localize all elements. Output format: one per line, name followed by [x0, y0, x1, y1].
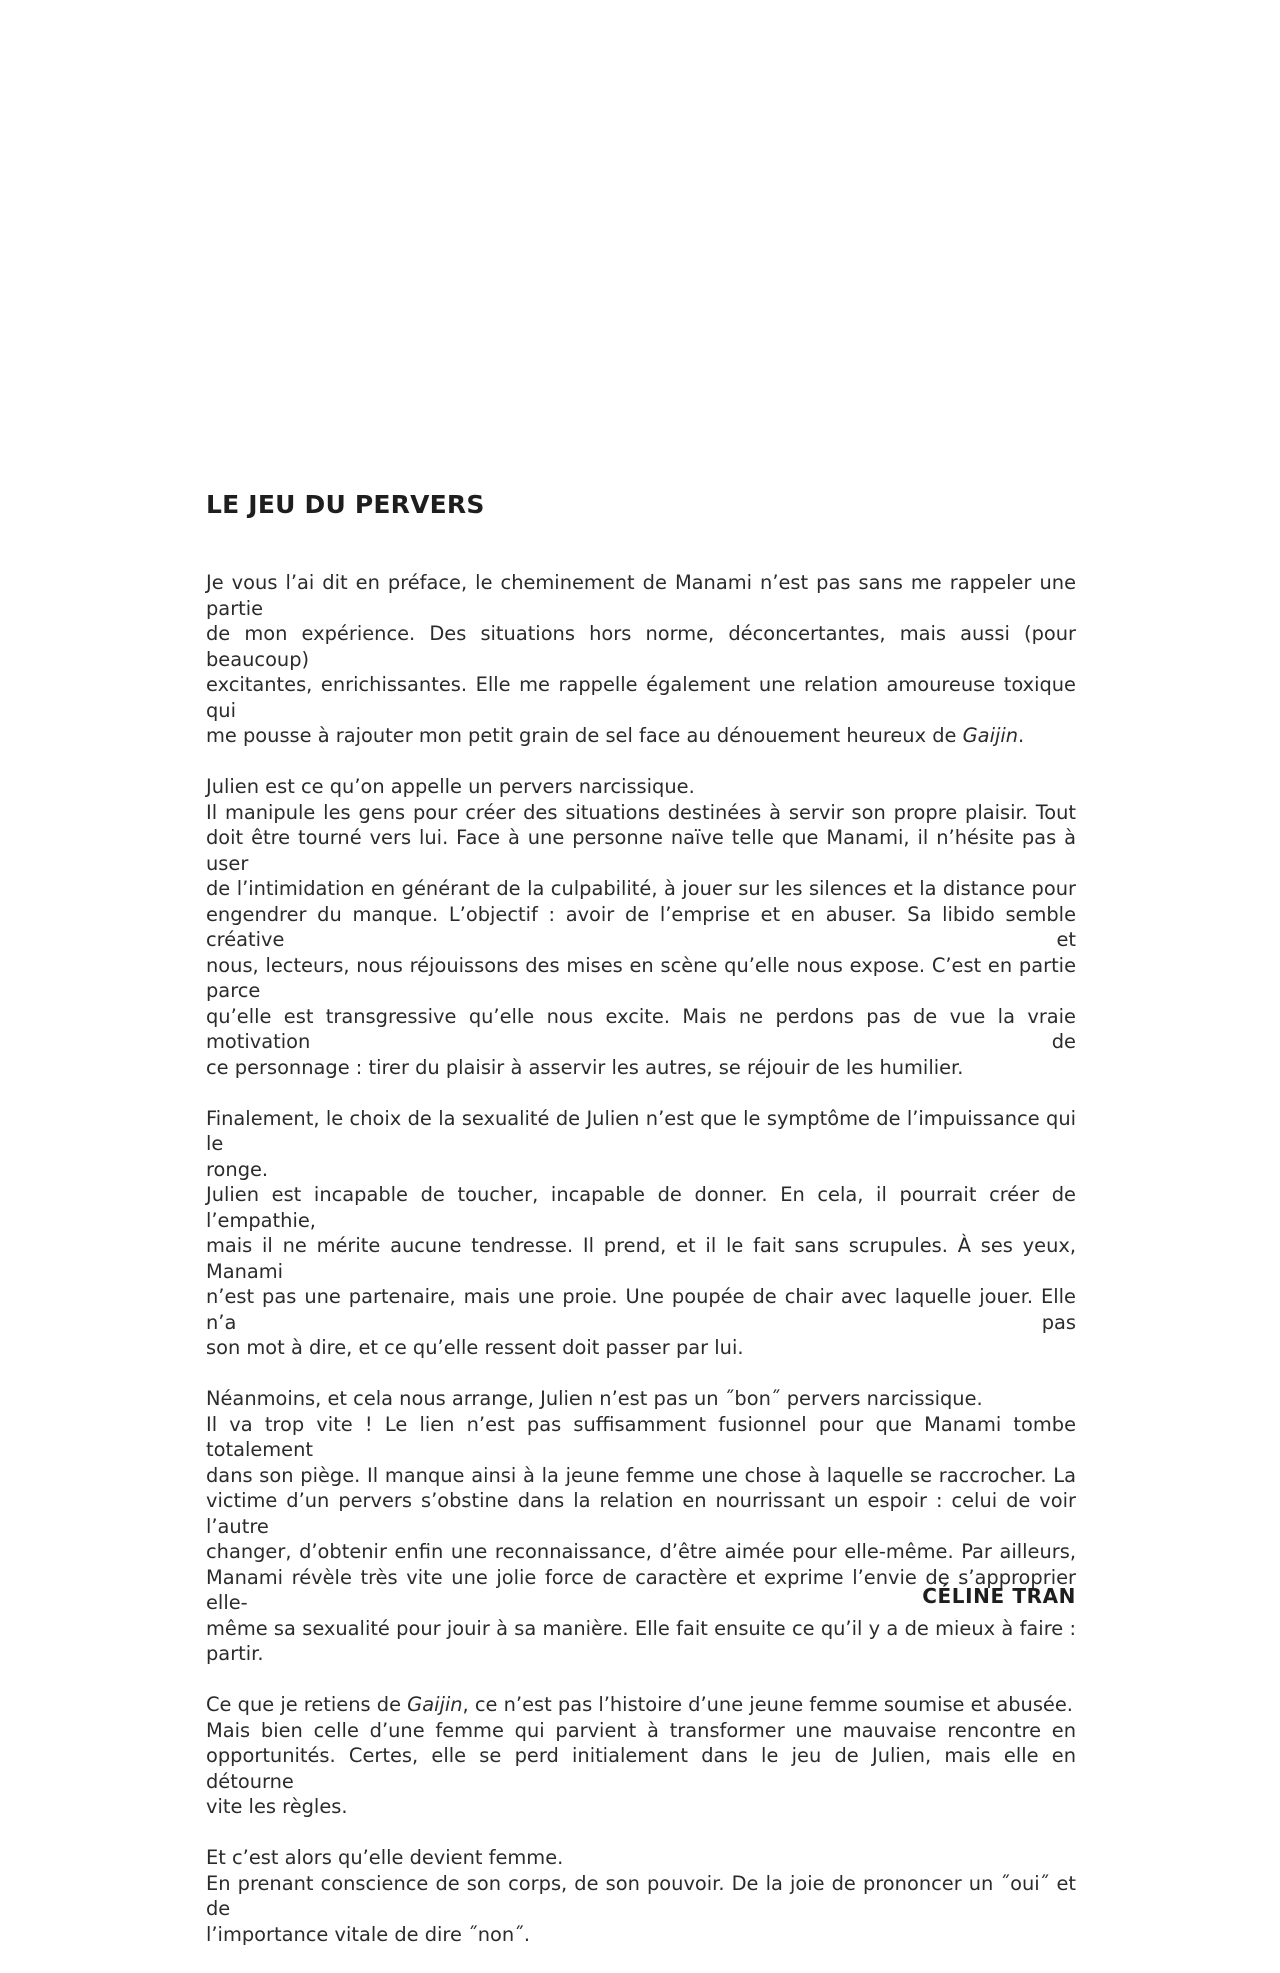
text-line: l’importance vitale de dire ˝non˝. — [206, 1922, 531, 1946]
text-line: doit être tourné vers lui. Face à une personne naïve telle que Manami, il n’hésite pas à user — [206, 826, 1076, 875]
article — [206, 488, 1076, 1973]
text-line: vite les règles. — [206, 1795, 348, 1818]
text-line: même sa sexualité pour jouir à sa manière. Elle fait ensuite ce qu’il y a de mieux à faire : partir. — [206, 1616, 1076, 1665]
book-title: Gaijin — [407, 1693, 463, 1716]
paragraph-6 — [206, 1845, 1076, 1947]
text-line: victime d’un pervers s’obstine dans la relation en nourrissant un espoir : celui de voir l’autre — [206, 1489, 1076, 1538]
text-line: Julien est incapable de toucher, incapable de donner. En cela, il pourrait créer de l’empathie, — [206, 1183, 1076, 1232]
text-line: Il va trop vite ! Le lien n’est pas suffisamment fusionnel pour que Manami tombe totalement — [206, 1412, 1076, 1461]
text-run: , ce n’est pas l’histoire d’une jeune femme soumise et abusée. — [462, 1693, 1073, 1716]
paragraph-1 — [206, 570, 1076, 749]
text-line: Et c’est alors qu’elle devient femme. — [206, 1846, 564, 1869]
text-line: changer, d’obtenir enfin une reconnaissance, d’être aimée pour elle-même. Par ailleurs, — [206, 1540, 1076, 1563]
text-line: En prenant conscience de son corps, de son pouvoir. De la joie de prononcer un ˝oui˝ et de — [206, 1871, 1076, 1920]
paragraph-5 — [206, 1692, 1076, 1820]
article-title: LE JEU DU PERVERS — [206, 490, 485, 519]
text-line: Julien est ce qu’on appelle un pervers narcissique. — [206, 775, 695, 798]
text-line: n’est pas une partenaire, mais une proie. Une poupée de chair avec laquelle jouer. Elle n’a pas — [206, 1285, 1076, 1334]
text-run: me pousse à rajouter mon petit grain de sel face au dénouement heureux de — [206, 724, 963, 747]
text-line: ronge. — [206, 1157, 269, 1181]
text-line: de mon expérience. Des situations hors norme, déconcertantes, mais aussi (pour beaucoup) — [206, 622, 1076, 671]
text-line — [206, 723, 1076, 749]
text-line: Finalement, le choix de la sexualité de Julien n’est que le symptôme de l’impuissance qui le — [206, 1106, 1076, 1155]
text-line: excitantes, enrichissantes. Elle me rappelle également une relation amoureuse toxique qui — [206, 673, 1076, 722]
text-line: son mot à dire, et ce qu’elle ressent doit passer par lui. — [206, 1336, 744, 1359]
text-line: Je vous l’ai dit en préface, le cheminement de Manami n’est pas sans me rappeler une partie — [206, 571, 1076, 620]
paragraph-3 — [206, 1106, 1076, 1361]
text-line: Manami révèle très vite une jolie force de caractère et exprime l’envie de s’approprier elle- — [206, 1565, 1076, 1614]
text-line: engendrer du manque. L’objectif : avoir de l’emprise et en abuser. Sa libido semble créative et — [206, 902, 1076, 951]
text-line: nous, lecteurs, nous réjouissons des mises en scène qu’elle nous expose. C’est en partie parce — [206, 953, 1076, 1002]
text-run: Ce que je retiens de — [206, 1693, 408, 1716]
paragraph-4 — [206, 1386, 1076, 1667]
author-signature: CÉLINE TRAN — [922, 1584, 1076, 1608]
text-line: opportunités. Certes, elle se perd initialement dans le jeu de Julien, mais elle en détourne — [206, 1744, 1076, 1793]
text-line: mais il ne mérite aucune tendresse. Il prend, et il le fait sans scrupules. À ses yeux, Manami — [206, 1234, 1076, 1283]
text-line: qu’elle est transgressive qu’elle nous excite. Mais ne perdons pas de vue la vraie motivation de — [206, 1004, 1076, 1053]
text-line: Mais bien celle d’une femme qui parvient à transformer une mauvaise rencontre en — [206, 1718, 1076, 1742]
paragraph-2 — [206, 774, 1076, 1080]
text-run: . — [1018, 724, 1025, 747]
text-line: dans son piège. Il manque ainsi à la jeune femme une chose à laquelle se raccrocher. La — [206, 1463, 1076, 1487]
text-line: Néanmoins, et cela nous arrange, Julien n’est pas un ˝bon˝ pervers narcissique. — [206, 1387, 983, 1410]
text-line: ce personnage : tirer du plaisir à asservir les autres, se réjouir de les humilier. — [206, 1055, 964, 1079]
book-title: Gaijin — [962, 724, 1019, 747]
text-line: de l’intimidation en générant de la culpabilité, à jouer sur les silences et la distance pour — [206, 877, 1076, 900]
text-line — [206, 1692, 1076, 1718]
text-line: Il manipule les gens pour créer des situations destinées à servir son propre plaisir. Tout — [206, 800, 1076, 824]
